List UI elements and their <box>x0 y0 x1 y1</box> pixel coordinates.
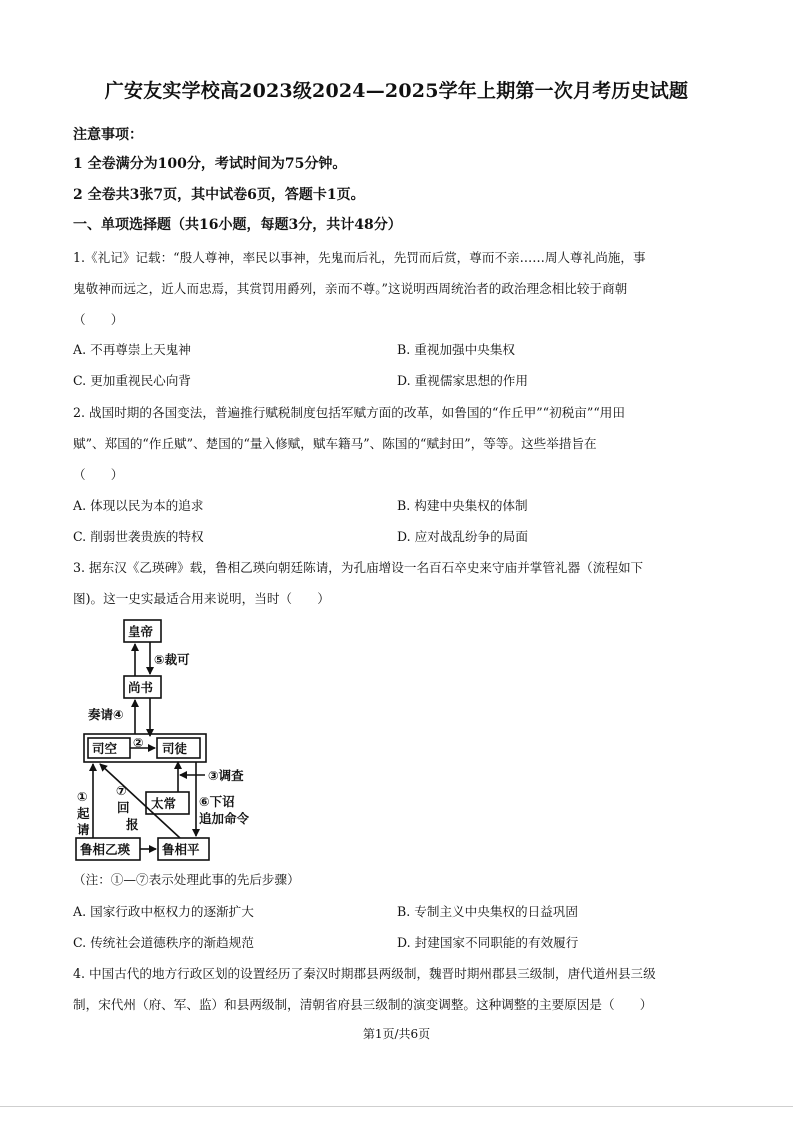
page-number: 第1页/共6页 <box>362 1027 431 1041</box>
step2-label: ② <box>133 735 144 750</box>
q2-option-c: C. 削弱世袭贵族的特权 <box>73 529 204 544</box>
q4-stem-line-1: 4. 中国古代的地方行政区划的设置经历了秦汉时期郡县两级制，魏晋时期州郡县三级制，唐代道州县三级 <box>73 966 656 981</box>
q2-answer-blank: （ ） <box>73 467 124 482</box>
box-taichang-label: 太常 <box>151 796 177 811</box>
q2-stem-line-1: 2. 战国时期的各国变法，普遍推行赋税制度包括军赋方面的改革，如鲁国的“作丘甲”“初税亩”“用田 <box>73 405 625 420</box>
q3-stem-line-1: 3. 据东汉《乙瑛碑》载，鲁相乙瑛向朝廷陈请，为孔庙增设一名百石卒史来守庙并掌管礼器（流程如下 <box>73 560 644 575</box>
step1-char-b: 请 <box>77 822 90 837</box>
box-situ-label: 司徒 <box>162 741 188 756</box>
q2-option-b: B. 构建中央集权的体制 <box>397 498 528 513</box>
q1-stem-line-2: 鬼敬神而远之，近人而忠焉，其赏罚用爵列，亲而不尊。”这说明西周统治者的政治理念相比较于商朝 <box>73 281 628 296</box>
step6-label-a: ⑥下诏 <box>199 794 235 809</box>
page-bottom-divider <box>0 1106 793 1107</box>
q1-answer-blank: （ ） <box>73 312 124 327</box>
section-heading: 一、单项选择题（共16小题，每题3分，共计48分） <box>73 217 402 233</box>
box-shangshu-label: 尚书 <box>128 680 154 695</box>
q2-option-d: D. 应对战乱纷争的局面 <box>397 529 528 544</box>
step7-char-a: 回 <box>117 800 130 815</box>
step4-label: 奏请④ <box>88 707 124 722</box>
q1-option-b: B. 重视加强中央集权 <box>397 342 516 357</box>
notice-line-1: 1 全卷满分为100分，考试时间为75分钟。 <box>73 156 347 172</box>
q4-stem-line-2: 制，宋代州（府、军、监）和县两级制，清朝省府县三级制的演变调整。这种调整的主要原因是（ ） <box>73 997 653 1012</box>
q2-stem-line-2: 赋”、郑国的“作丘赋”、楚国的“量入修赋，赋车籍马”、陈国的“赋封田”，等等。这些举措旨在 <box>73 436 597 451</box>
step6-label-b: 追加命令 <box>199 811 250 826</box>
step1-char-a: 起 <box>77 806 90 821</box>
step5-label: ⑤裁可 <box>154 652 190 667</box>
step3-label: ③调查 <box>208 768 244 783</box>
notice-heading: 注意事项： <box>73 127 143 143</box>
step7-char-b: 报 <box>126 817 139 832</box>
q3-stem-line-2: 图)。这一史实最适合用来说明，当时（ ） <box>73 591 330 606</box>
box-luxiang-ping-label: 鲁相平 <box>162 842 200 857</box>
notice-line-2: 2 全卷共3张7页，其中试卷6页，答题卡1页。 <box>73 187 365 203</box>
box-luxiang-yiying-label: 鲁相乙瑛 <box>80 842 131 857</box>
q1-option-d: D. 重视儒家思想的作用 <box>397 373 528 388</box>
q1-stem-line-1: 1.《礼记》记载：“殷人尊神，率民以事神，先鬼而后礼，先罚而后赏，尊而不亲……周人尊礼尚施，事 <box>73 250 646 265</box>
page-title: 广安友实学校高2023级2024—2025学年上期第一次月考历史试题 <box>104 80 689 102</box>
q1-option-c: C. 更加重视民心向背 <box>73 373 191 388</box>
q2-option-a: A. 体现以民为本的追求 <box>73 498 204 513</box>
q3-option-c: C. 传统社会道德秩序的渐趋规范 <box>73 935 254 950</box>
q3-option-d: D. 封建国家不同职能的有效履行 <box>397 935 579 950</box>
q3-option-a: A. 国家行政中枢权力的逐渐扩大 <box>73 904 254 919</box>
step7-num: ⑦ <box>116 783 127 798</box>
q3-option-b: B. 专制主义中央集权的日益巩固 <box>397 904 578 919</box>
box-emperor-label: 皇帝 <box>128 624 154 639</box>
q1-option-a: A. 不再尊崇上天鬼神 <box>73 342 191 357</box>
q3-diagram-note: （注：①—⑦表示处理此事的先后步骤） <box>73 872 300 887</box>
box-sikong-label: 司空 <box>92 741 118 756</box>
step1-num: ① <box>77 789 88 804</box>
